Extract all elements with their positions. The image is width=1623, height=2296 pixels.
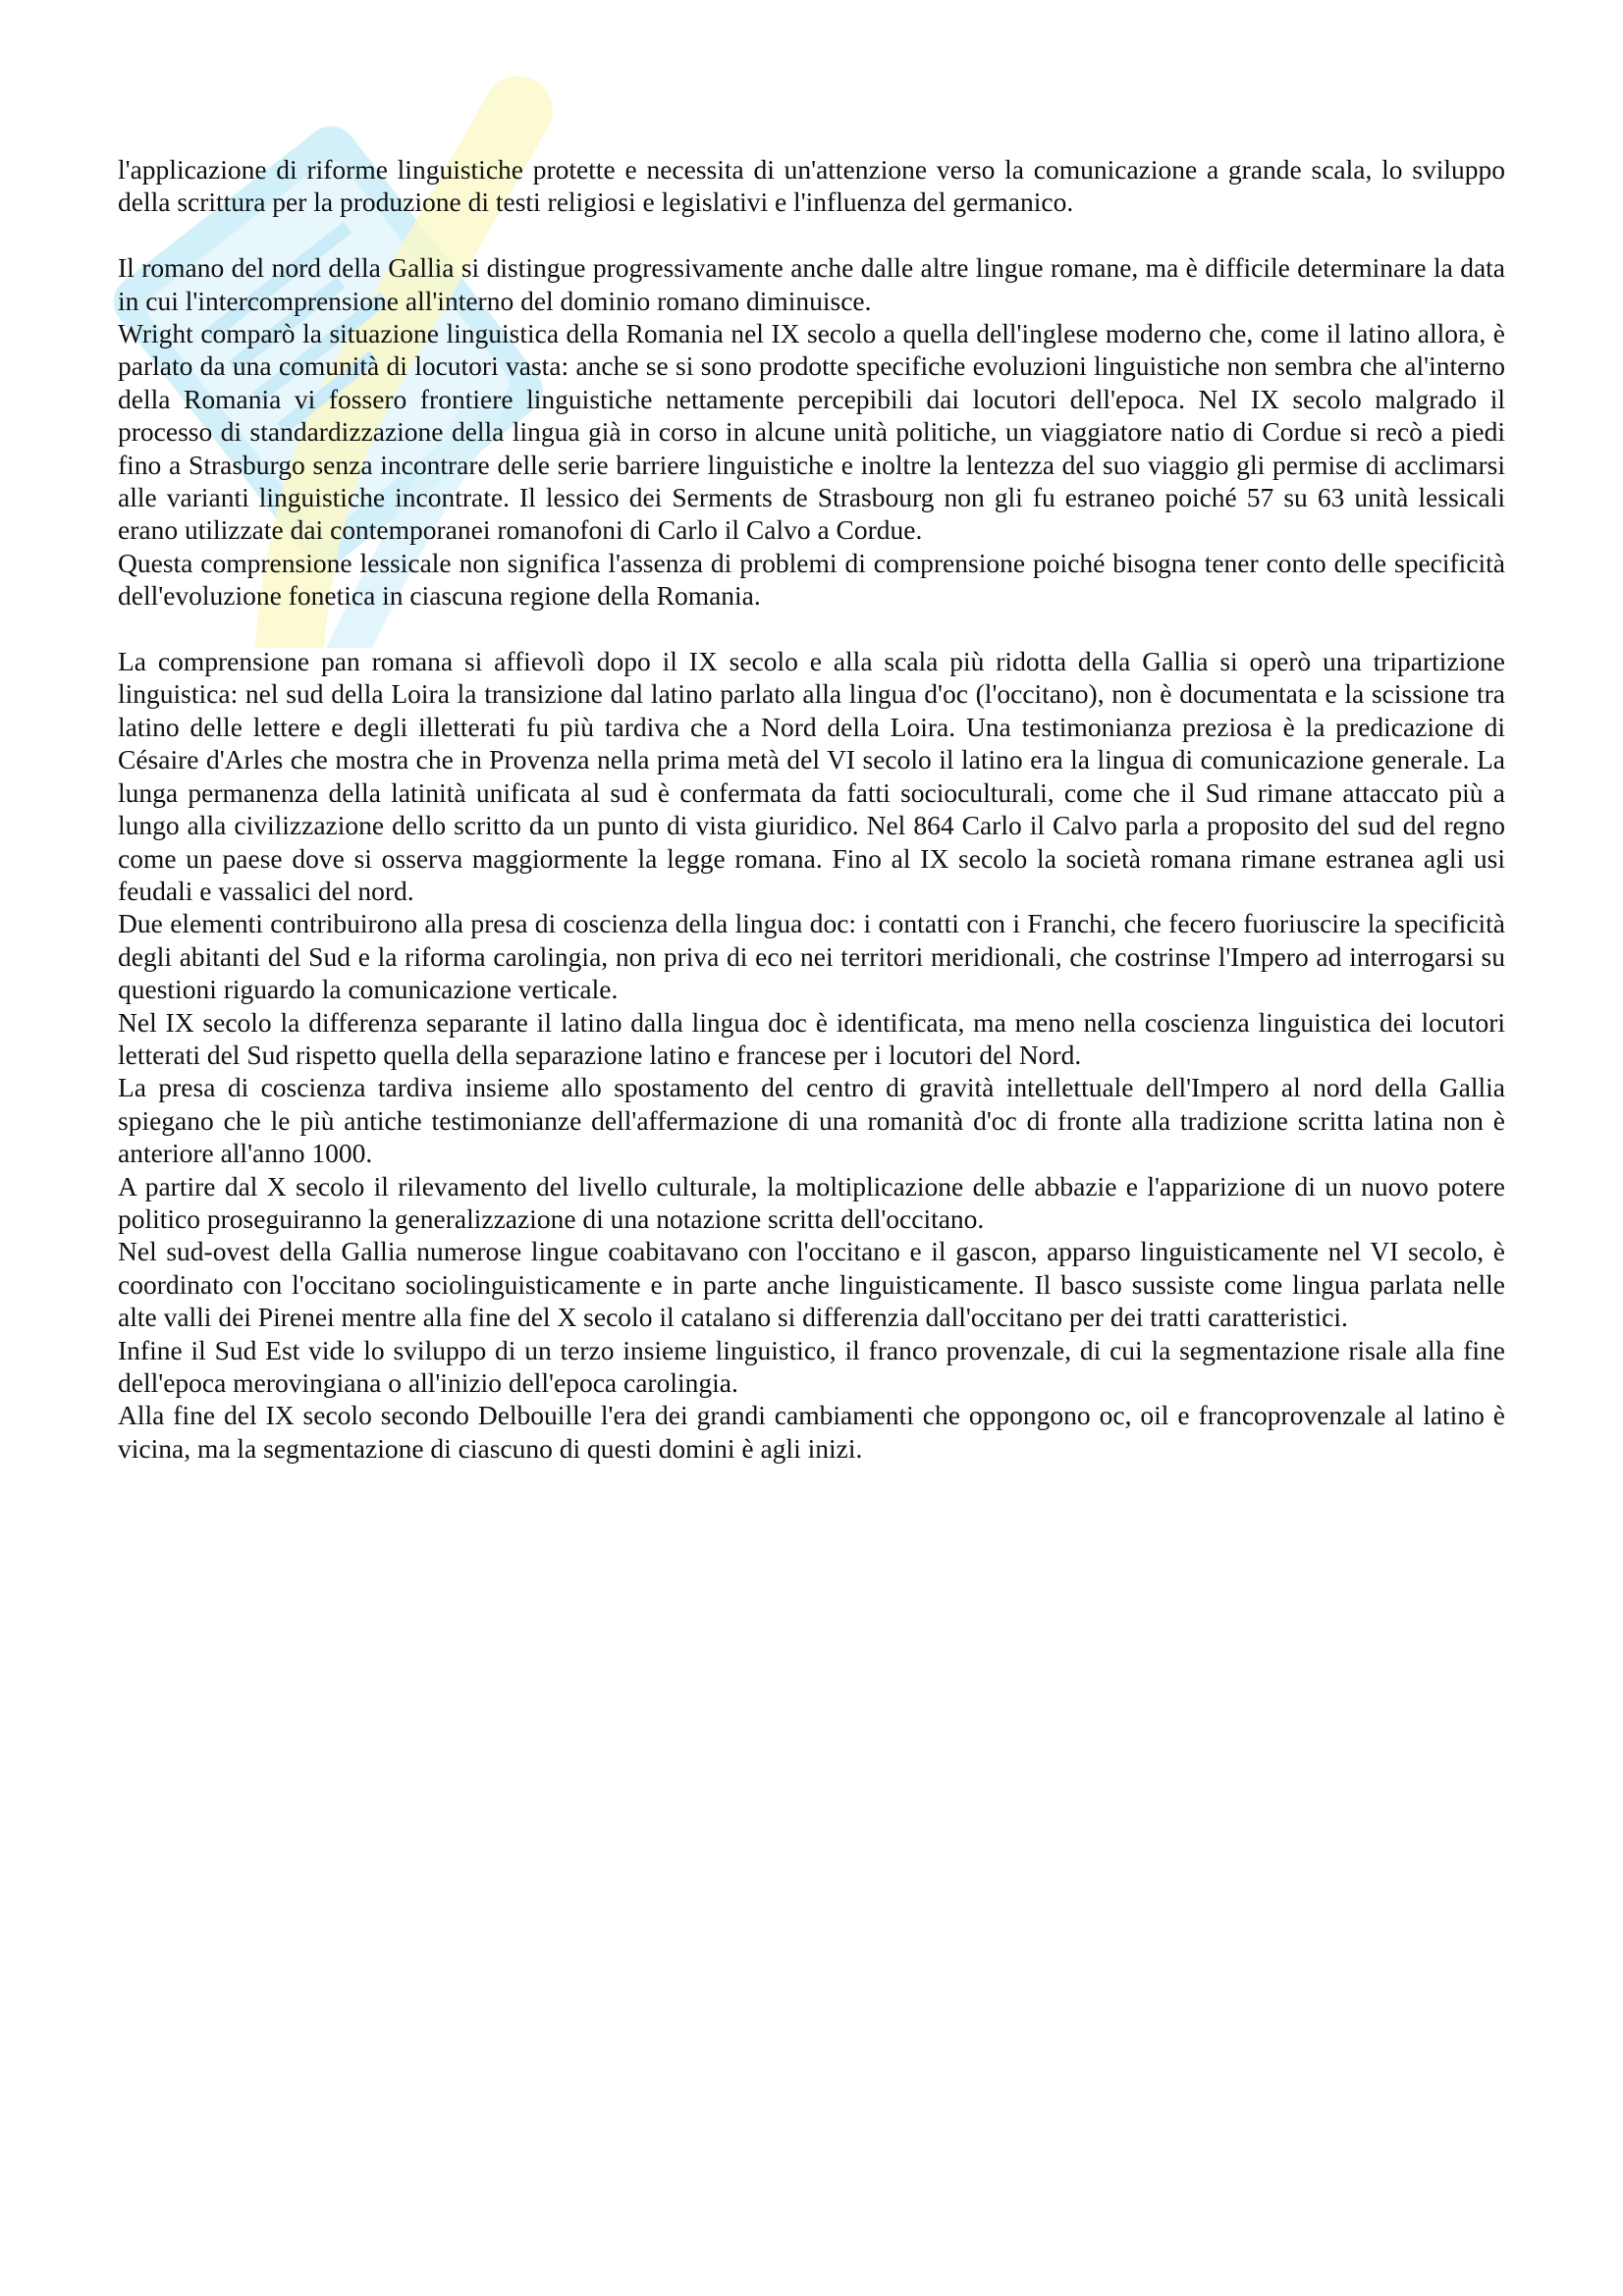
paragraph: Due elementi contribuirono alla presa di coscienza della lingua doc: i contatti con i Franchi, che fecero fuoriuscire la specificità degli abitanti del Sud e la riforma carolingia, non priva di eco nei territori meridionali, che costrinse l'Impero ad interrogarsi su questioni riguardo la comunicazione verticale. <box>118 908 1505 1005</box>
paragraph: A partire dal X secolo il rilevamento del livello culturale, la moltiplicazione delle abbazie e l'apparizione di un nuovo potere politico proseguiranno la generalizzazione di una notazione scritta dell'occitano. <box>118 1170 1505 1234</box>
paragraph: La presa di coscienza tardiva insieme allo spostamento del centro di gravità intellettuale dell'Impero al nord della Gallia spiegano che le più antiche testimonianze dell'affermazione di una romanità d'oc di fronte alla tradizione scritta latina non è anteriore all'anno 1000. <box>118 1072 1505 1169</box>
paragraph: Il romano del nord della Gallia si distingue progressivamente anche dalle altre lingue romane, ma è difficile determinare la data in cui l'intercomprensione all'interno del dominio romano diminuisce. <box>118 252 1505 316</box>
paragraph: La comprensione pan romana si affievolì dopo il IX secolo e alla scala più ridotta della Gallia si operò una tripartizione linguistica: nel sud della Loira la transizione dal latino parlato alla lingua d'oc (l'occitano), non è documentata e la scissione tra latino delle lettere e degli illetterati fu più tardiva che a Nord della Loira. Una testimonianza preziosa è la predicazione di Césaire d'Arles che mostra che in Provenza nella prima metà del VI secolo il latino era la lingua di comunicazione generale. La lunga permanenza della latinità unificata al sud è confermata da fatti socioculturali, come che il Sud rimane attaccato più a lungo alla civilizzazione dello scritto da un punto di vista giuridico. Nel 864 Carlo il Calvo parla a proposito del sud del regno come un paese dove si osserva maggiormente la legge romana. Fino al IX secolo la società romana rimane estranea agli usi feudali e vassalici del nord. <box>118 646 1505 906</box>
paragraph: l'applicazione di riforme linguistiche protette e necessita di un'attenzione verso la comunicazione a grande scala, lo sviluppo della scrittura per la produzione di testi religiosi e legislativi e l'influenza del germanico. <box>118 154 1505 218</box>
paragraph: Nel IX secolo la differenza separante il latino dalla lingua doc è identificata, ma meno nella coscienza linguistica dei locutori letterati del Sud rispetto quella della separazione latino e francese per i locutori del Nord. <box>118 1006 1505 1070</box>
paragraph: Wright comparò la situazione linguistica della Romania nel IX secolo a quella dell'inglese moderno che, come il latino allora, è parlato da una comunità di locutori vasta: anche se si sono prodotte specifiche evoluzioni linguistiche non sembra che al'interno della Romania vi fossero frontiere linguistiche nettamente percepibili dai locutori dell'epoca. Nel IX secolo malgrado il processo di standardizzazione della lingua già in corso in alcune unità politiche, un viaggiatore natio di Cordue si recò a piedi fino a Strasburgo senza incontrare delle serie barriere linguistiche e inoltre la lentezza del suo viaggio gli permise di acclimarsi alle varianti linguistiche incontrate. Il lessico dei Serments de Strasbourg non gli fu estraneo poiché 57 su 63 unità lessicali erano utilizzate dai contemporanei romanofoni di Carlo il Calvo a Cordue. <box>118 318 1505 546</box>
paragraph: Questa comprensione lessicale non significa l'assenza di problemi di comprensione poiché bisogna tener conto delle specificità dell'evoluzione fonetica in ciascuna regione della Romania. <box>118 547 1505 612</box>
document-body <box>118 153 1505 1465</box>
paragraph: Nel sud-ovest della Gallia numerose lingue coabitavano con l'occitano e il gascon, apparso linguisticamente nel VI secolo, è coordinato con l'occitano sociolinguisticamente e in parte anche linguisticamente. Il basco sussiste come lingua parlata nelle alte valli dei Pirenei mentre alla fine del X secolo il catalano si differenzia dall'occitano per dei tratti caratteristici. <box>118 1236 1505 1333</box>
paragraph: Alla fine del IX secolo secondo Delbouille l'era dei grandi cambiamenti che oppongono oc, oil e francoprovenzale al latino è vicina, ma la segmentazione di ciascuno di questi domini è agli inizi. <box>118 1400 1505 1464</box>
paragraph: Infine il Sud Est vide lo sviluppo di un terzo insieme linguistico, il franco provenzale, di cui la segmentazione risale alla fine dell'epoca merovingiana o all'inizio dell'epoca carolingia. <box>118 1334 1505 1398</box>
